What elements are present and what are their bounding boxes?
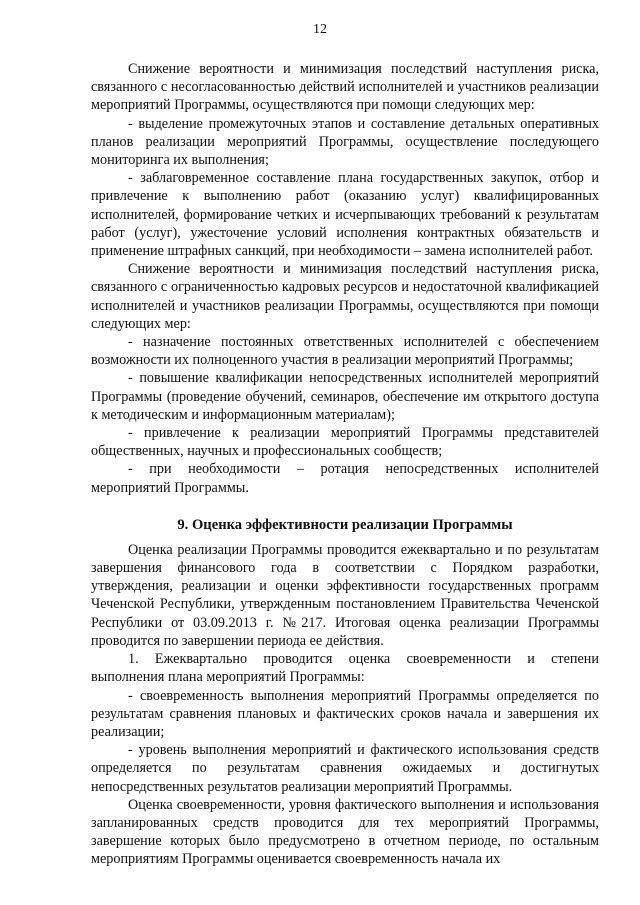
list-item-intermediate-stages: - выделение промежуточных этапов и составление детальных оперативных планов реализации мероприятий Программы, осуществление последующего мониторинга их выполнения; [91, 115, 599, 169]
list-item-communities: - привлечение к реализации мероприятий Программы представителей общественных, научных и профессиональных сообществ; [91, 425, 599, 460]
page-number: 12 [313, 22, 327, 37]
paragraph-timeliness-assessment: Оценка своевременности, уровня фактического выполнения и использования запланированных средств проводится для тех мероприятий Программы, завершение которых было предусмотрено в отчетном периоде, по остальным мероприятиям Программы оценивается своевременность начала их [91, 796, 599, 868]
paragraph-evaluation-procedure: Оценка реализации Программы проводится ежеквартально и по результатам завершения финансового года в соответствии с Порядком разработки, утверждения, реализации и оценки эффективности государственных программ Чеченской Республики, утвержденным постановлением Правительства Чеченской Республики от 03.09.2013 г. №217. Итоговая оценка реализации Программы проводится по завершении периода ее действия. [91, 541, 599, 649]
paragraph-risk-coordination: Снижение вероятности и минимизация последствий наступления риска, связанного с несогласованностью действий исполнителей и участников реализации мероприятий Программы, осуществляются при помощи следующих мер: [91, 61, 599, 114]
list-item-permanent-executors: - назначение постоянных ответственных исполнителей с обеспечением возможности их полноценного участия в реализации мероприятий Программы; [91, 334, 599, 369]
list-item-funds-usage: - уровень выполнения мероприятий и фактического использования средств определяется по результатам сравнения ожидаемых и достигнутых непосредственных результатов реализации мероприятий Программы. [91, 742, 599, 795]
section-heading: 9. Оценка эффективности реализации Программы [177, 516, 513, 533]
paragraph-risk-staffing: Снижение вероятности и минимизация последствий наступления риска, связанного с ограниченностью кадровых ресурсов и недостаточной квалификацией исполнителей и участников реализации Программы, осуществляются при помощи следующих мер: [91, 261, 599, 332]
list-item-procurement-plan: - заблаговременное составление плана государственных закупок, отбор и привлечение к выполнению работ (оказанию услуг) квалифицированных исполнителей, формирование четких и исчерпывающих требований к результатам работ (услуг), ужесточение условий исполнения контрактных обязательств и применение штрафных санкций, при необходимости – замена исполнителей работ. [91, 170, 599, 260]
document-body [91, 60, 599, 869]
list-item-rotation: - при необходимости – ротация непосредственных исполнителей мероприятий Программы. [91, 461, 599, 496]
list-item-qualification: - повышение квалификации непосредственных исполнителей мероприятий Программы (проведение обучений, семинаров, обеспечение им открытого доступа к методическим и информационным материалам); [91, 370, 599, 423]
list-item-timeliness: - своевременность выполнения мероприятий Программы определяется по результатам сравнения плановых и фактических сроков начала и завершения их реализации; [91, 687, 599, 740]
paragraph-quarterly-evaluation: 1. Ежеквартально проводится оценка своевременности и степени выполнения плана мероприятий Программы: [91, 651, 599, 686]
